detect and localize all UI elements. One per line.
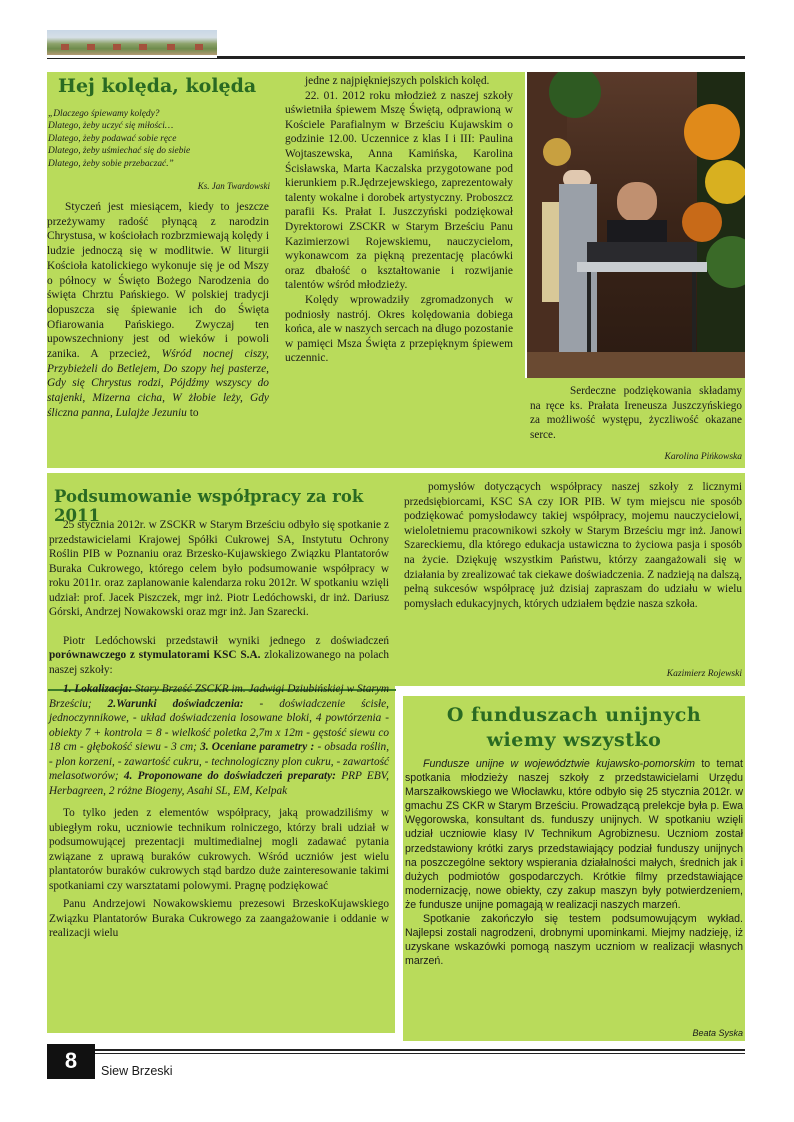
header-rule-thin — [47, 58, 745, 59]
poem-line: Dlatego, żeby uśmiechać się do siebie — [48, 146, 191, 157]
concert-photo — [527, 72, 745, 378]
poem-author: Ks. Jan Twardowski — [197, 181, 270, 191]
article-funds-text — [405, 757, 743, 968]
poem — [48, 108, 278, 170]
poem-line: Dlatego, żeby podawać sobie ręce — [48, 133, 177, 144]
paragraph: 25 stycznia 2012r. w ZSCKR w Starym Brześciu odbyło się spotkanie z przedstawicielami Krajowej Spółki Cukrowej SA, Instytutu Ochrony Roślin PIB w Poznaniu oraz Brzesko-Kujawskiego Związku Plantatorów Buraka Cukrowego, którego celem było podsumowanie współpracy w roku 2011r. oraz zaplanowanie kalendarza roku 2012r. W spotkaniu wzięli udział: prof. Jacek Piszczek, mgr inż. Piotr Ledóchowski, dr inż. Dariusz Górski, Andrzej Nowakowski oraz mgr inż. Jan Szarecki. — [49, 519, 389, 618]
paragraph-text: Piotr Ledóchowski przedstawił wyniki jednego z doświadczeń — [63, 634, 389, 647]
footer-rule-thin — [95, 1053, 745, 1054]
article-cooperation-author: Kazimierz Rojewski — [666, 669, 742, 679]
detail-heading: 1. Lokalizacja: — [63, 683, 133, 695]
paragraph-text: to temat spotkania młodzieży naszej szkoły z przedstawicielami Urzędu Marszałkowskiego we Włocławku, które odbyło się 25 stycznia 2012r. w gmachu ZS CKR w Starym Brześciu. Prowadzącą prelekcje była p. Ewa Węgorowska, konsultant ds. funduszy unijnych. W spotkaniu wzięli udział uczniowie klasy IV Technikum Agrobiznesu. Uczniom został przedstawiony krótki zarys przedstawiający podział funduszy unijnych na poszczególne sektory wspierania działalności małych, średnich jak i dużych podmiotów gospodarczych. Krótkie filmy przedstawiające modernizację, nowe obiekty, czy zakup maszyn były potwierdzeniem, że fundusze unijne pomagają w realizacji naszych marzeń. — [405, 758, 743, 911]
article-cooperation-title: Podsumowanie współpracy za rok 2011 — [54, 487, 364, 525]
paragraph-bold: porównawczego z stymulatorami KSC S.A. — [49, 649, 261, 661]
page-number: 8 — [64, 1048, 78, 1073]
paragraph — [405, 757, 743, 912]
paragraph: To tylko jeden z elementów współpracy, jaką prowadziliśmy w ubiegłym roku, uczniowie technikum rolniczego, którzy brali udział w podsumowującej prezentacji multimedialnej mogli zadawać pytania związane z uprawą buraków cukrowych. Wśród uczniów jest wielu plantatorów buraków cukrowych stąd bardzo duże zainteresowanie takimi spotkaniami czy warsztatami polowymi. Pragnę podziękować — [49, 807, 389, 892]
article-koleda-title: Hej kolęda, kolęda — [58, 75, 257, 97]
paragraph-text: zlokalizowanego na polach naszej szkoły: — [49, 649, 390, 676]
paragraph-tail: to — [189, 406, 199, 419]
detail-heading: 2.Warunki doświadczenia: — [107, 697, 244, 710]
magazine-name: Siew Brzeski — [101, 1064, 173, 1078]
paragraph-italic: Fundusze unijne w województwie kujawsko-pomorskim — [423, 758, 695, 770]
article-koleda-column-1 — [47, 200, 269, 421]
paragraph: Kolędy wprowadziły zgromadzonych w podniosły nastrój. Okres kolędowania dobiega końca, ale w naszych sercach na długo pozostanie w pamięci Msza Święta z przepięknym śpiewem uczennic. — [285, 293, 513, 365]
article-funds-title — [403, 703, 745, 753]
poem-line: Dlatego, żeby sobie przebaczać.” — [48, 158, 174, 169]
carol-titles: Wśród nocnej ciszy, Przybieżeli do Betlejem, Do szopy hej pasterze, Gdy się Chrystus rodzi, Pójdźmy wszyscy do stajenki, Mizerna cicha, W żłobie leży, Gdy śliczna panna, Lulajże Jezuniu — [47, 348, 269, 419]
detail-text: - doświadczenie ścisłe, jednoczynnikowe, - układ doświadczenia losowane bloki, 4 powtórzenia - obiekty 7 + kontrola = 8 - wielkość poletka 2,7m x 12m - gęstość siewu co 18 cm - głębokość siewu - 3 cm; — [49, 697, 389, 753]
article-koleda-column-2 — [285, 74, 513, 366]
paragraph: 22. 01. 2012 roku młodzież z naszej szkoły uświetniła śpiewem Mszę Świętą, odprawioną w Kościele Parafialnym w Brześciu Kujawskim o godzinie 12.00. Uczennice z klas I i III: Paulina Wojtaszewska, Anna Kamińska, Karolina Ścisławska, Marta Kaczalska przygotowane pod kierunkiem p.R.Jędrzejewskiego, zaprezentowały talenty wokalne i dorobek artystyczny. Proboszcz parafii Ks. Prałat I. Juszczyński podziękował Dyrektorowi ZSCKR w Starym Brześciu Panu Kazimierzowi Rojewskiemu, nauczycielom, wykonawcom za piękną prezentację placówki oraz dbałość o kształtowanie i rozwijanie talentów wśród młodzieży. — [285, 89, 513, 292]
poem-line: Dlatego, żeby uczyć się miłości… — [48, 121, 174, 132]
detail-text: PRP EBV, Herbagreen, 2 różne Biogeny, Asahi SL, EM, Kelpak — [49, 770, 389, 797]
paragraph: Panu Andrzejowi Nowakowskiemu prezesowi BrzeskoKujawskiego Związku Plantatorów Buraka Cukrowego za zaangażowanie i oddanie w realizacji wielu — [49, 898, 389, 939]
paragraph — [49, 634, 389, 678]
article-koleda-author: Karolina Pińkowska — [664, 452, 742, 462]
article-funds-author: Beata Syska — [692, 1028, 743, 1038]
detail-heading: 4. Proponowane do doświadczeń preparaty: — [123, 770, 336, 782]
paragraph: jedne z najpiękniejszych polskich kolęd. — [305, 75, 490, 87]
article-cooperation-column-1 — [49, 518, 389, 941]
concert-photo-image — [527, 72, 745, 378]
detail-text: - obsada roślin, - plon korzeni, - zawartość cukru, - technologiczny plon cukru, - zawartość melasotworów; — [49, 741, 390, 782]
thanks-note: Serdeczne podziękowania składamy na ręce ks. Prałata Ireneusza Juszczyńskiego za możliwość występu, życzliwość okazane serce. — [530, 385, 742, 441]
footer-rule — [95, 1049, 745, 1051]
paragraph: Spotkanie zakończyło się testem podsumowującym wykład. Najlepsi zostali nagrodzeni, drobnymi upominkami. Miejmy nadzieję, iż uzyskane wskazówki pomogą naszym uczniom w realizacji własnych marzeń. — [405, 913, 743, 968]
paragraph: Styczeń jest miesiącem, kiedy to jeszcze przeżywamy radość płynącą z narodzin Chrystusa, w kościołach rozbrzmiewają kolędy i ludzie jednoczą się w modlitwie. W liturgii Kościoła katolickiego wykonuje się je od Mszy o północy w Święto Bożego Narodzenia do święta Chrztu Pańskiego. W polskiej tradycji dopuszcza się śpiewanie ich do Święta Ofiarowania Pańskiego. Zwyczaj ten upowszechniony jest od wieków i powoli zanika. A przecież, — [47, 201, 269, 361]
article-cooperation-column-2: pomysłów dotyczących współpracy naszej szkoły z licznymi przedsiębiorcami, KSC SA czy IOR PIB. W tym miejscu nie sposób podziękować pomysłodawcy takiej współpracy, mojemu nauczycielowi, wieloletniemu pracownikowi szkoły w Starym Brześciu mgr inż. Janowi Szareckiemu, dla którego edukacja ustawiczna to życiowa pasja i sposób na życie. Dziękuję wszystkim Państwu, którzy zaangażowali się w działania by zrealizować tak ciekawe doświadczenia. Z nadzieją na dalszą, pełną sukcesów współpracę już dzisiaj zapraszam do udziału w wielu pomysłach edukacyjnych, których udziałem będzie nasza szkoła. — [404, 481, 742, 610]
header-photo — [47, 30, 217, 55]
title-line: wiemy wszystko — [486, 729, 662, 751]
detail-heading: 3. Oceniane parametry : — [200, 741, 315, 753]
title-line: O funduszach unijnych — [446, 704, 702, 726]
experiment-details — [49, 682, 389, 798]
poem-line: „Dlaczego śpiewamy kolędy? — [48, 109, 160, 119]
detail-text: Stary Brześć ZSCKR im. Jadwigi Dziubińskiej w Starym Brześciu; — [49, 683, 390, 710]
